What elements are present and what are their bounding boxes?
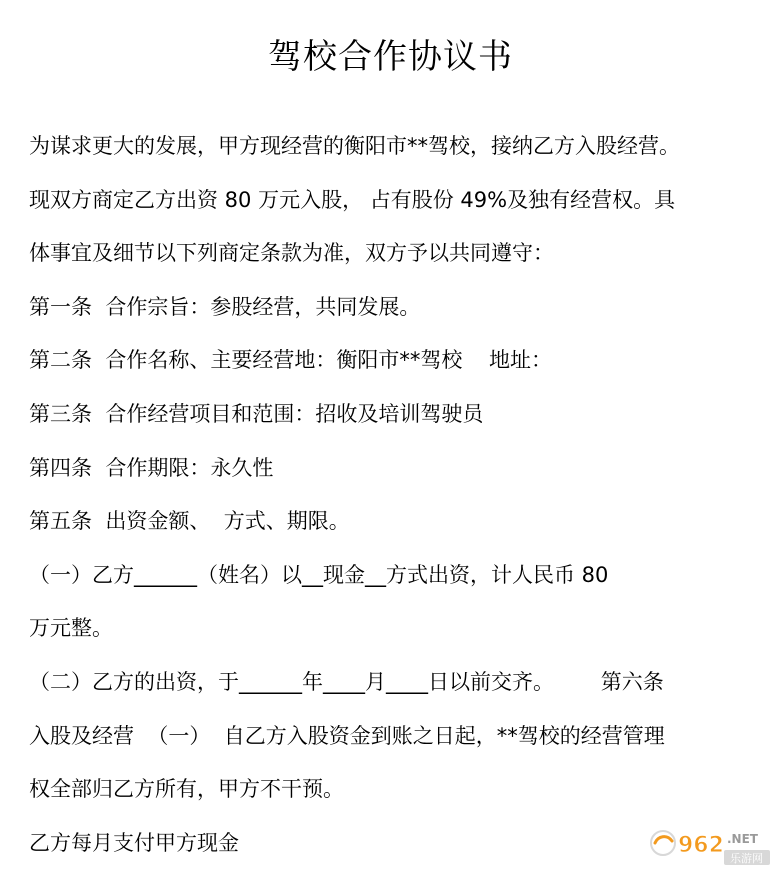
clause-one-continuation: 万元整。	[29, 616, 113, 641]
watermark-brand-mark	[651, 831, 770, 865]
article-four-line: 第四条 合作期限：永久性	[29, 455, 274, 480]
article-six-continuation: 权全部归乙方所有，甲方不干预。	[29, 777, 344, 802]
article-six-line: 入股及经营 （一） 自乙方入股资金到账之日起，**驾校的经营管理	[29, 723, 665, 748]
watermark-brand-text: 962	[678, 833, 724, 858]
clause-two-line: （二）乙方的出资，于______年____月____日以前交齐。 第六条	[29, 669, 664, 694]
payment-line: 乙方每月支付甲方现金	[29, 830, 239, 855]
paragraph-line: 现双方商定乙方出资 80 万元入股， 占有股份 49%及独有经营权。具	[29, 187, 676, 212]
watermark-logo	[647, 823, 775, 869]
article-one-line: 第一条 合作宗旨：参股经营，共同发展。	[29, 294, 421, 319]
document-body	[29, 120, 761, 870]
article-two-line: 第二条 合作名称、主要经营地：衡阳市**驾校 地址：	[29, 348, 553, 373]
paragraph-line: 为谋求更大的发展，甲方现经营的衡阳市**驾校，接纳乙方入股经营。	[29, 134, 680, 158]
article-five-line: 第五条 出资金额、 方式、期限。	[29, 509, 350, 534]
document-title: 驾校合作协议书	[268, 37, 513, 77]
clause-one-line: （一）乙方______（姓名）以__现金__方式出资，计人民币 80	[29, 562, 609, 587]
watermark-suffix-text: .NET	[727, 832, 758, 846]
paragraph-line: 体事宜及细节以下列商定条款为准，双方予以共同遵守：	[29, 241, 554, 266]
watermark-subtitle-text: 乐游网	[730, 852, 763, 865]
article-three-line: 第三条 合作经营项目和范围：招收及培训驾驶员	[29, 401, 484, 426]
